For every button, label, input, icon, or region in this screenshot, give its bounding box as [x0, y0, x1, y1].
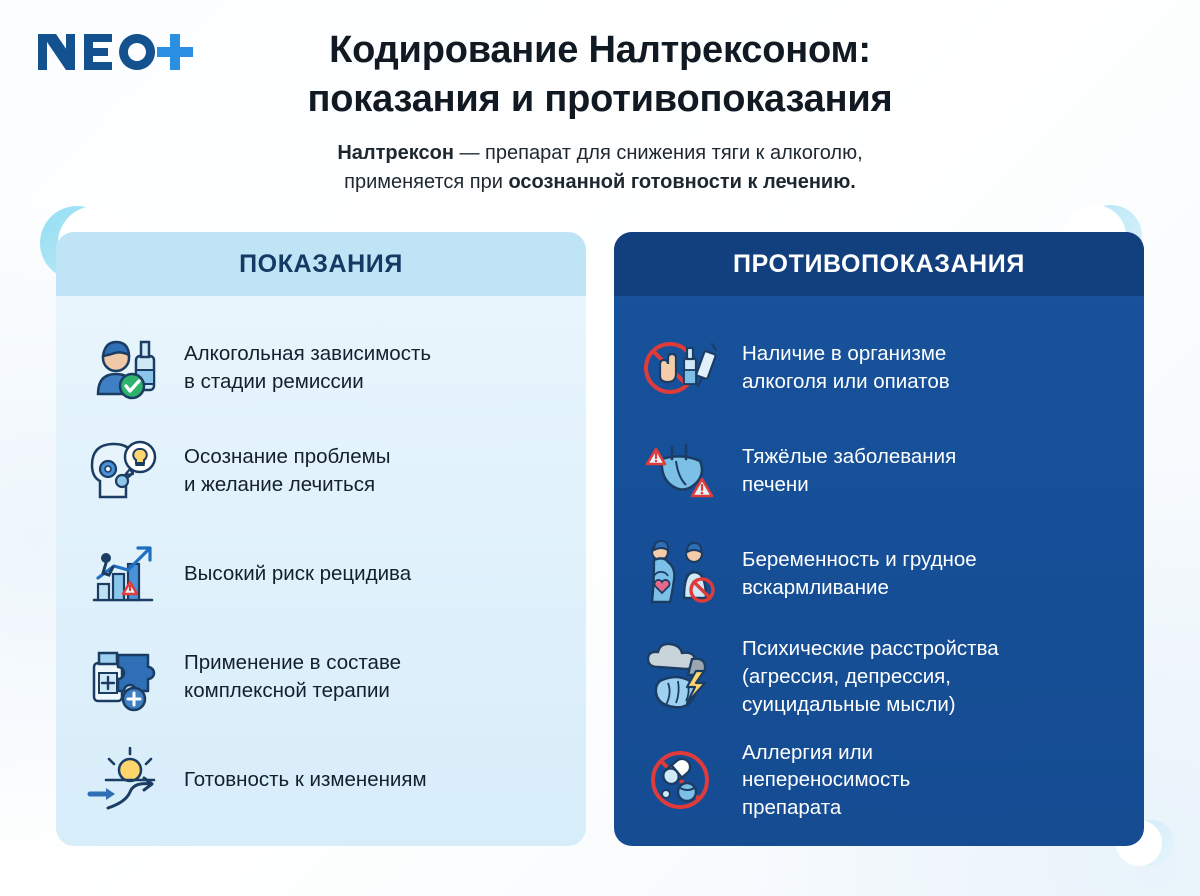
list-item — [82, 425, 560, 517]
list-item-line-3: препарата — [742, 796, 842, 820]
card-contraindications-heading: ПРОТИВОПОКАЗАНИЯ — [614, 232, 1144, 296]
list-item — [640, 322, 1118, 414]
list-item — [82, 528, 560, 620]
list-item-text — [184, 443, 391, 499]
list-item — [640, 734, 1118, 826]
subtitle-drug-name: Налтрексон — [337, 142, 454, 165]
list-item-text — [184, 560, 411, 588]
list-item-line-2: комплексной терапии — [184, 679, 390, 703]
list-item-line-2: (агрессия, депрессия, — [742, 665, 951, 689]
list-item-line-2: непереносимость — [742, 768, 911, 792]
page-header — [0, 26, 1200, 196]
list-item — [82, 322, 560, 414]
card-contraindications-body — [614, 296, 1144, 846]
page-title-line-2: показания и противопоказания — [307, 77, 893, 120]
list-item-text — [184, 649, 401, 705]
no-alcohol-syringe-icon — [640, 329, 724, 407]
liver-warning-icon — [640, 432, 724, 510]
list-item-line-2: вскармливание — [742, 575, 889, 599]
sunrise-road-arrow-icon — [82, 741, 166, 819]
list-item-line-1: Осознание проблемы — [184, 444, 391, 468]
list-item-text — [742, 739, 910, 823]
no-pills-allergy-icon — [640, 741, 724, 819]
list-item-text — [184, 340, 431, 396]
list-item-line-1: Наличие в организме — [742, 341, 947, 365]
card-indications-heading: ПОКАЗАНИЯ — [56, 232, 586, 296]
page-title — [0, 26, 1200, 123]
list-item-text — [742, 635, 999, 719]
page-subtitle — [0, 139, 1200, 196]
list-item-line-2: печени — [742, 472, 809, 496]
brain-storm-icon — [640, 638, 724, 716]
list-item — [640, 528, 1118, 620]
subtitle-line-2 — [0, 168, 1200, 196]
subtitle-line-1 — [0, 139, 1200, 167]
list-item-line-1: Готовность к изменениям — [184, 768, 427, 792]
list-item-line-1: Тяжёлые заболевания — [742, 444, 957, 468]
list-item-text — [742, 443, 956, 499]
list-item — [640, 631, 1118, 723]
list-item — [640, 425, 1118, 517]
list-item-line-1: Беременность и грудное — [742, 548, 977, 572]
pregnancy-breastfeeding-icon — [640, 535, 724, 613]
list-item-line-1: Применение в составе — [184, 651, 402, 675]
subtitle-line-2-emphasis: осознанной готовности к лечению. — [508, 170, 856, 193]
card-indications — [56, 232, 586, 846]
page-title-line-1: Кодирование Налтрексоном: — [329, 29, 871, 71]
list-item-line-1: Высокий риск рецидива — [184, 562, 412, 586]
person-bottle-check-icon — [82, 329, 166, 407]
list-item-line-1: Аллергия или — [742, 740, 873, 764]
list-item — [82, 734, 560, 826]
head-gear-idea-icon — [82, 432, 166, 510]
card-contraindications — [614, 232, 1144, 846]
list-item-line-1: Психические расстройства — [742, 637, 999, 661]
list-item-line-1: Алкогольная зависимость — [184, 341, 432, 365]
list-item-line-2: и желание лечиться — [184, 472, 376, 496]
card-indications-body — [56, 296, 586, 846]
subtitle-line-2-lead: применяется при — [344, 170, 509, 193]
list-item-text — [184, 766, 427, 794]
list-item-line-2: алкоголя или опиатов — [742, 369, 950, 393]
risk-chart-up-icon — [82, 535, 166, 613]
list-item-text — [742, 340, 950, 396]
cards-container — [56, 232, 1144, 846]
pill-bottle-puzzle-icon — [82, 638, 166, 716]
list-item-text — [742, 546, 977, 602]
subtitle-line-1-rest: — препарат для снижения тяги к алкоголю, — [453, 142, 863, 165]
list-item-line-3: суицидальные мысли) — [742, 693, 956, 717]
list-item — [82, 631, 560, 723]
list-item-line-2: в стадии ремиссии — [184, 369, 364, 393]
